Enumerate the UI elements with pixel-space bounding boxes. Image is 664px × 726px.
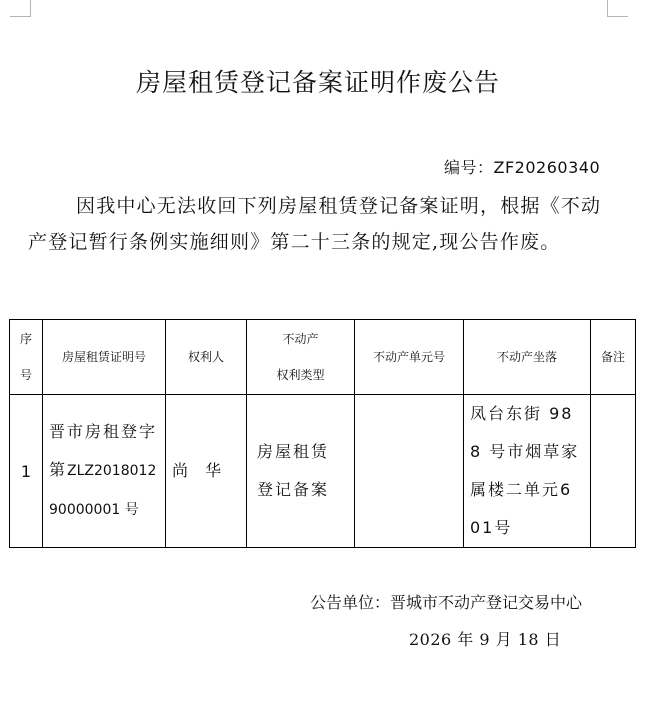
document-number-label: 编号： (444, 158, 494, 177)
document-number-value: ZF20260340 (493, 158, 601, 177)
issuer (310, 590, 582, 613)
table-row (10, 395, 636, 548)
document-title: 房屋租赁登记备案证明作废公告 (135, 68, 500, 97)
cell-cert-no-line2: ZLZ201801290000001 号 (49, 463, 157, 518)
void-certificate-table (9, 319, 636, 548)
header-right-type-line2: 权利类型 (276, 368, 325, 382)
cell-remark (591, 395, 636, 548)
document-number (444, 155, 600, 178)
cell-location: 凤台东街 988 号市烟草家属楼二单元601号 (464, 395, 591, 548)
header-right-type-line1: 不动产 (282, 332, 319, 346)
header-location: 不动产坐落 (464, 320, 591, 395)
cell-right-type: 房屋租赁登记备案 (247, 395, 355, 548)
header-index: 序号 (10, 320, 43, 395)
cell-index: 1 (10, 395, 43, 548)
header-cert-no: 房屋租赁证明号 (43, 320, 166, 395)
header-unit-no: 不动产单元号 (355, 320, 464, 395)
cell-cert-no-line1: 晋市房租登字第 (49, 422, 158, 479)
cell-unit-no (355, 395, 464, 548)
page-corner-mark-left (10, 0, 31, 17)
issuer-name: 晋城市不动产登记交易中心 (390, 593, 583, 612)
cell-cert-no (43, 395, 166, 548)
issuer-label: 公告单位： (310, 593, 391, 612)
announcement-body: 因我中心无法收回下列房屋租赁登记备案证明，根据《不动产登记暂行条例实施细则》第二十三条的规定,现公告作废。 (28, 195, 602, 253)
table-header-row (10, 320, 636, 395)
header-right-type (247, 320, 355, 395)
header-holder: 权利人 (166, 320, 247, 395)
page-corner-mark-right (607, 0, 628, 17)
header-remark: 备注 (591, 320, 636, 395)
cell-holder: 尚 华 (166, 395, 247, 548)
announcement-date: 2026 年 9 月 18 日 (409, 630, 562, 649)
